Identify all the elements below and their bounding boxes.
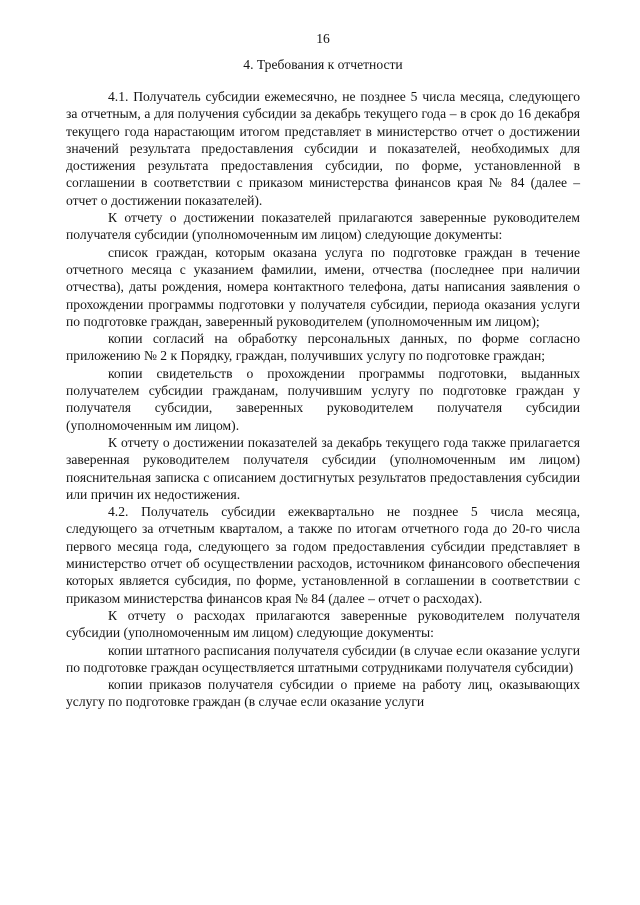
- paragraph-expense-attachments-intro: К отчету о расходах прилагаются заверенные руководителем получателя субсидии (уполномоченным им лицом) следующие документы:: [66, 607, 580, 641]
- paragraph-consent-copies: копии согласий на обработку персональных данных, по форме согласно приложению № 2 к Порядку, граждан, получивших услугу по подготовке граждан;: [66, 331, 580, 364]
- paragraph-attachments-intro: К отчету о достижении показателей прилагаются заверенные руководителем получателя субсидии (уполномоченным им лицом) следующие документы:: [66, 210, 580, 243]
- paragraph-certificate-copies: копии свидетельств о прохождении программы подготовки, выданных получателем субсидии гражданам, получившим услугу по подготовке граждан у получателя субсидии, заверенных руководителем получателя субсидии (уполномоченным им лицом).: [66, 365, 580, 433]
- paragraph-december-note: К отчету о достижении показателей за декабрь текущего года также прилагается заверенная руководителем получателя субсидии (уполномоченным им лицом) пояснительная записка с описанием достигнутых результатов предоставления субсидии или причин их недостижения.: [66, 434, 580, 502]
- document-page: [66, 30, 580, 711]
- paragraph-hiring-orders: копии приказов получателя субсидии о приеме на работу лиц, оказывающих услугу по подготовке граждан (в случае если оказание услуги: [66, 677, 580, 710]
- paragraph-4-1: 4.1. Получатель субсидии ежемесячно, не позднее 5 числа месяца, следующего за отчетным, а для получения субсидии за декабрь текущего года – в срок до 16 декабря текущего года нарастающим итогом представляет в министерство отчет о достижении значений результата предоставления субсидии и показателей, необходимых для достижения результата предоставления субсидии, по форме, установленной в соглашении в соответствии с приказом министерства финансов края № 84 (далее – отчет о достижении показателей).: [66, 89, 580, 208]
- paragraph-citizen-list: список граждан, которым оказана услуга по подготовке граждан в течение отчетного месяца с указанием фамилии, имени, отчества (последнее при наличии отчества), даты рождения, номера контактного телефона, даты написания заявления о прохождении программы подготовки у получателя субсидии, периода оказания услуги по подготовке граждан, заверенный руководителем (уполномоченным им лицом);: [66, 244, 580, 329]
- section-heading: 4. Требования к отчетности: [243, 57, 403, 72]
- paragraph-4-2: 4.2. Получатель субсидии ежеквартально не позднее 5 числа месяца, следующего за отчетным кварталом, а также по итогам отчетного года до 20-го числа первого месяца года, следующего за годом предоставления субсидии представляет в министерство отчет об осуществлении расходов, источником финансового обеспечения которых является субсидия, по форме, установленной в соглашении в соответствии с приказом министерства финансов края № 84 (далее – отчет о расходах).: [66, 504, 580, 606]
- page-number: 16: [316, 31, 330, 46]
- paragraph-staff-schedule: копии штатного расписания получателя субсидии (в случае если оказание услуги по подготовке граждан осуществляется штатными сотрудниками получателя субсидии): [66, 642, 580, 675]
